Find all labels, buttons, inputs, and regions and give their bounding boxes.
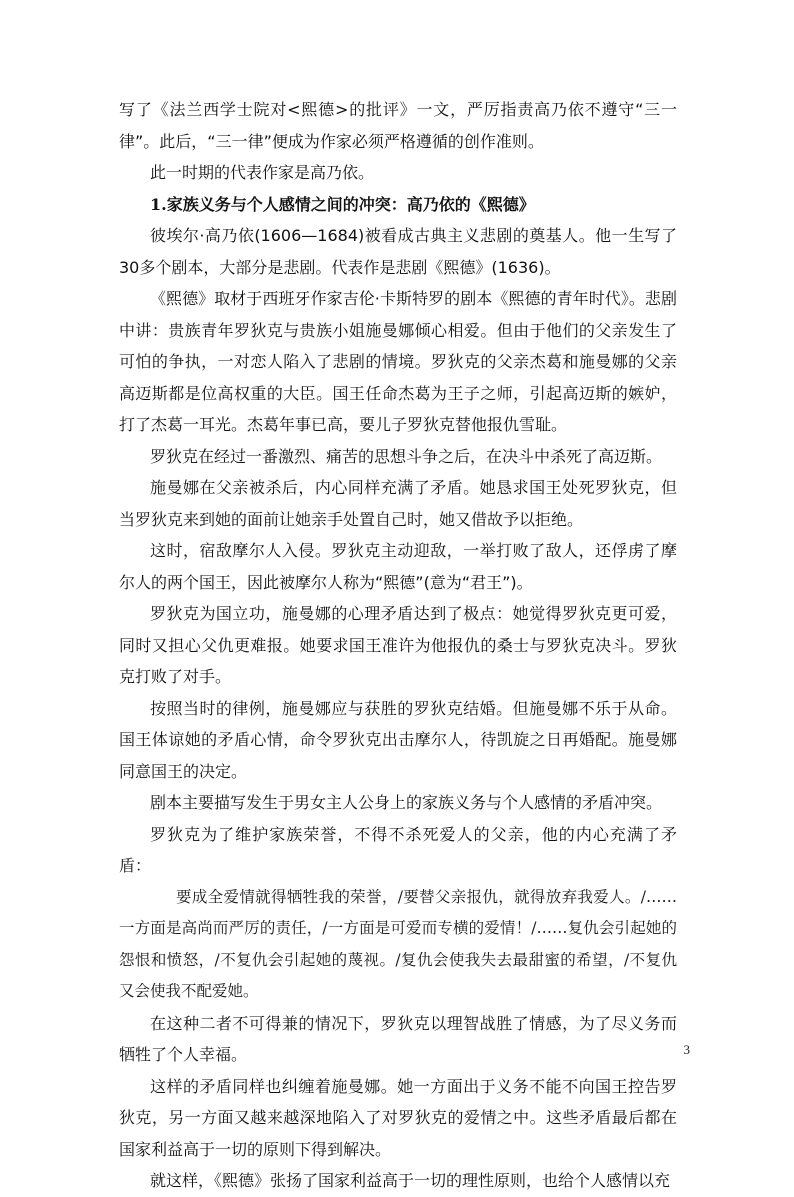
paragraph: 施曼娜在父亲被杀后，内心同样充满了矛盾。她恳求国王处死罗狄克，但当罗狄克来到她的面前让她亲手处置自己时，她又借故予以拒绝。 — [119, 478, 677, 529]
verse-quote: 要成全爱情就得牺牲我的荣誉，/要替父亲报仇，就得放弃我爱人。/……一方面是高尚而严厉的责任，/一方面是可爱而专横的爱情！/……复仇会引起她的怨恨和愤怒，/不复仇会引起她的蔑视。/复仇会使我失去最甜蜜的希望，/不复仇又会使我不配爱她。 — [119, 887, 677, 1000]
paragraph: 罗狄克在经过一番激烈、痛苦的思想斗争之后，在决斗中杀死了高迈斯。 — [150, 446, 663, 466]
paragraph: 这时，宿敌摩尔人入侵。罗狄克主动迎敌，一举打败了敌人，还俘虏了摩尔人的两个国王，因此被摩尔人称为“熙德”(意为“君王”)。 — [119, 541, 677, 592]
paragraph: 罗狄克为国立功，施曼娜的心理矛盾达到了极点：她觉得罗狄克更可爱，同时又担心父仇更难报。她要求国王准许为他报仇的桑士与罗狄克决斗。罗狄克打败了对手。 — [119, 604, 677, 686]
paragraph: 就这样，《熙德》张扬了国家利益高于一切的理性原则，也给个人感情以充 — [150, 1171, 671, 1190]
paragraph: 此一时期的代表作家是高乃依。 — [150, 163, 375, 182]
paragraph: 按照当时的律例，施曼娜应与获胜的罗狄克结婚。但施曼娜不乐于从命。国王体谅她的矛盾心情，命令罗狄克出击摩尔人，待凯旋之日再婚配。施曼娜同意国王的决定。 — [119, 698, 677, 781]
paragraph: 剧本主要描写发生于男女主人公身上的家族义务与个人感情的矛盾冲突。 — [150, 793, 663, 812]
body-text — [119, 94, 677, 1197]
paragraph: 彼埃尔·高乃依(1606—1684)被看成古典主义悲剧的奠基人。他一生写了30多个剧本，大部分是悲剧。代表作是悲剧《熙德》(1636)。 — [119, 226, 677, 277]
paragraph-continued: 写了《法兰西学士院对<熙德>的批评》一文，严厉指责高乃依不遵守“三一律”。此后，“三一律”便成为作家必须严格遵循的创作准则。 — [119, 100, 677, 151]
paragraph: 在这种二者不可得兼的情况下，罗狄克以理智战胜了情感，为了尽义务而牺牲了个人幸福。 — [119, 1013, 677, 1064]
section-heading: 1.家族义务与个人感情之间的冲突：高乃依的《熙德》 — [150, 194, 535, 214]
page-number: 3 — [683, 1042, 690, 1057]
paragraph: 这样的矛盾同样也纠缠着施曼娜。她一方面出于义务不能不向国王控告罗狄克，另一方面又越来越深地陷入了对罗狄克的爱情之中。这些矛盾最后都在国家利益高于一切的原则下得到解决。 — [119, 1076, 677, 1159]
paragraph: 《熙德》取材于西班牙作家吉伦·卡斯特罗的剧本《熙德的青年时代》。悲剧中讲：贵族青年罗狄克与贵族小姐施曼娜倾心相爱。但由于他们的父亲发生了可怕的争执，一对恋人陷入了悲剧的情境。罗狄克的父亲杰葛和施曼娜的父亲高迈斯都是位高权重的大臣。国王任命杰葛为王子之师，引起高迈斯的嫉妒，打了杰葛一耳光。杰葛年事已高，要儿子罗狄克替他报仇雪耻。 — [119, 289, 677, 434]
paragraph: 罗狄克为了维护家族荣誉，不得不杀死爱人的父亲，他的内心充满了矛盾： — [119, 824, 677, 875]
